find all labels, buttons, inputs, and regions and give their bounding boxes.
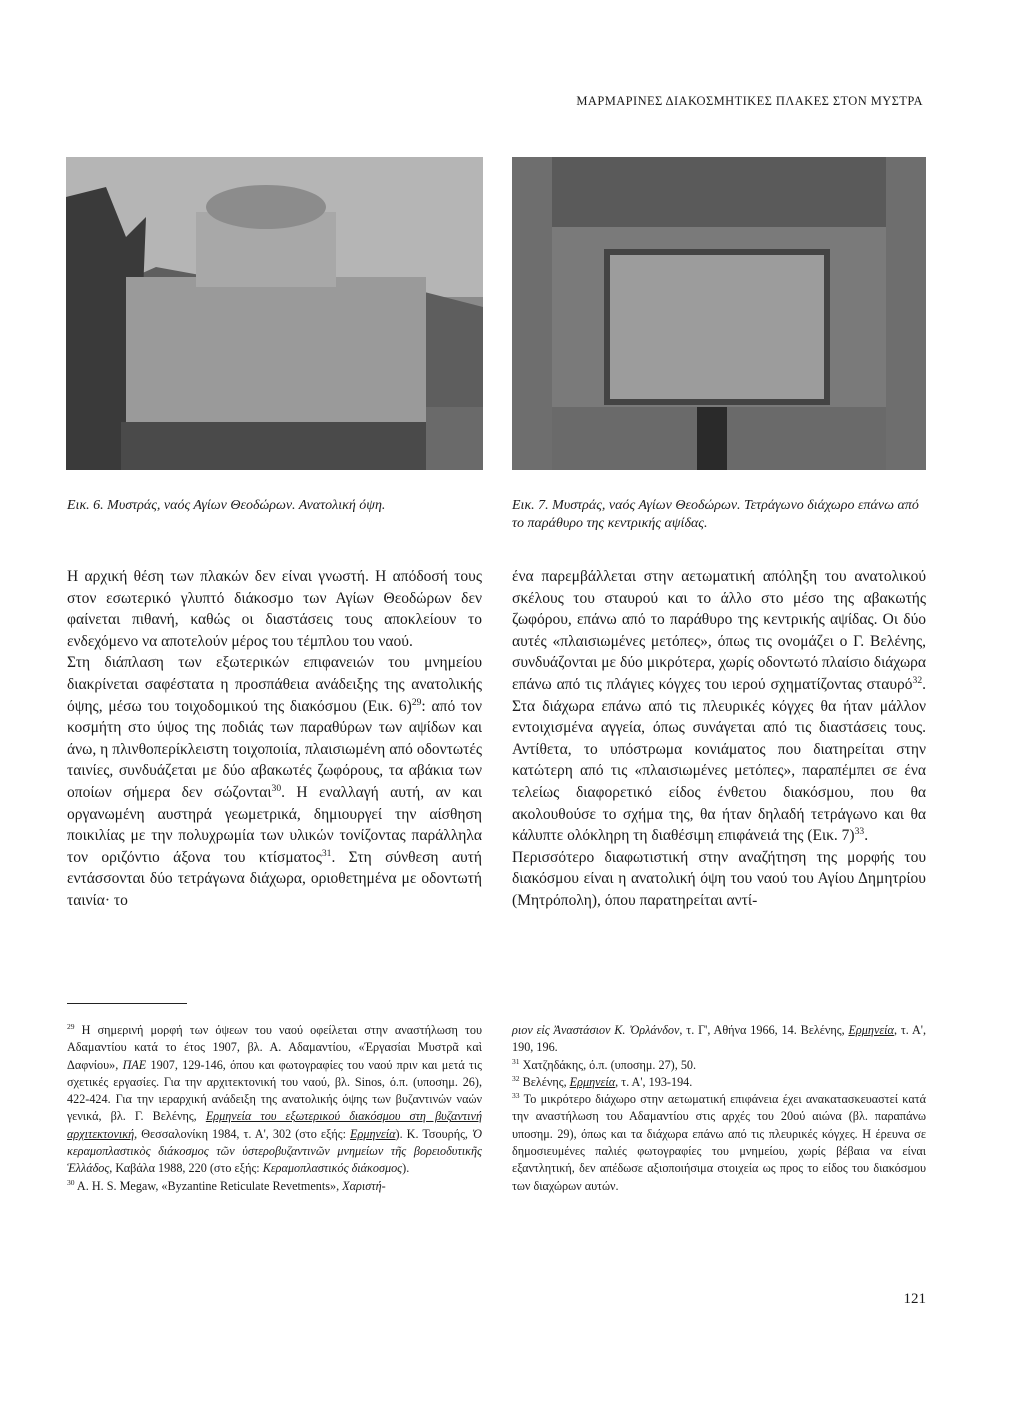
footnote-31	[512, 1057, 926, 1074]
page-number: 121	[903, 1291, 926, 1307]
text-run: Ὁ κεραμοπλαστικὸς διάκοσμος τῶν ὑστεροβυζαντινῶν μνημείων τῆς βορειοδυτικῆς Ἑλλάδος	[67, 1126, 482, 1176]
text-run: Κεραμοπλαστικός διάκοσμος	[262, 1161, 403, 1176]
footnote-ref: 29	[411, 696, 422, 708]
text-run: ένα παρεμβάλλεται στην αετωματική απόληξη του ανατολικού σκέλους του σταυρού και το άλλο στο μέσο της αβακωτής ζωφόρου, επάνω από το παράθυρο της κεντρικής αψίδας. Οι δύο αυτές «πλαισιωμένες μετόπες», όπως τις ονομάζει ο Γ. Βελένης, συνδυάζονται με δύο μικρότερα, χωρίς οδοντωτό πλαίσιο διάχωρα επάνω από τις πλάγιες κόγχες του ιερού σχηματίζοντας σταυρό	[512, 568, 926, 693]
footnote-number: 31	[512, 1056, 520, 1066]
text-run: Στη διάπλαση των εξωτερικών επιφανειών του μνημείου διακρίνεται σαφέστατα η προσπάθεια ανάδειξης της ανατολικής όψης, μέσω του τοιχοδομικού της διακόσμου (Εικ. 6)	[67, 654, 482, 715]
footnote-30	[67, 1178, 482, 1195]
text-run: Ερμηνεία	[848, 1023, 894, 1037]
text-run: A. H. S. Megaw, «Byzantine Reticulate Revetments»,	[74, 1178, 343, 1193]
footnote-32	[512, 1074, 926, 1091]
paragraph	[512, 566, 926, 847]
footnote-33	[512, 1091, 926, 1195]
footnote-separator	[67, 1003, 187, 1004]
text-run: Χαριστή-	[342, 1178, 386, 1193]
body-column-left	[67, 566, 482, 912]
text-run: .	[864, 827, 869, 845]
text-run: , Καβάλα 1988, 220 (στο εξής:	[109, 1161, 263, 1176]
figure-7-caption: Εικ. 7. Μυστράς, ναός Αγίων Θεοδώρων. Τετράγωνο διάχωρο επάνω από το παράθυρο της κεντρικής αψίδας.	[512, 498, 919, 531]
footnote-ref: 30	[271, 782, 282, 794]
footnote-ref: 31	[321, 847, 332, 859]
text-run: 1907, 129-146, όπου και φωτογραφίες του ναού πριν και μετά τις σχετικές εργασίες. Για την αρχιτεκτονική του ναού, βλ. Sinos, ό.π. (υποσημ. 26), 422-424. Για την ιεραρχική ανάδειξη της ανατολικής όψης των βυζαντινών ναών γενικά, βλ. Γ. Βελένης,	[67, 1057, 482, 1124]
footnote-number: 33	[512, 1091, 520, 1101]
footnotes-left	[67, 1022, 482, 1195]
figure-6-caption: Εικ. 6. Μυστράς, ναός Αγίων Θεοδώρων. Ανατολική όψη.	[67, 498, 386, 513]
footnote-ref: 32	[912, 674, 923, 686]
footnote-number: 29	[67, 1021, 75, 1031]
text-run: . Στη σύνθεση αυτή εντάσσονται δύο τετράγωνα διάχωρα, οριοθετημένα με οδοντωτή ταινία· το	[67, 848, 482, 909]
text-run: Χατζηδάκης, ό.π. (υποσημ. 27), 50.	[519, 1057, 697, 1072]
text-run: , τ. Α', 190, 196.	[512, 1023, 926, 1055]
text-run: Το μικρότερο διάχωρο στην αετωματική επιφάνεια έχει ανακατασκευαστεί κατά την αναστήλωση του Αδαμαντίου στις αρχές του 20ού αιώνα (βλ. παραπάνω υποσημ. 29), όπως και τα διάχωρα επάνω από τις πλευρικές κόγχες. Η έρευνα σε δημοσιευμένες παλιές φωτογραφίες του μνημείου, χωρίς βέβαια να είναι εξαντλητική, δεν απέδωσε αξιοποιήσιμα στοιχεία ως προς το είδος του διακόσμου των διαχώρων αυτών.	[512, 1092, 926, 1193]
text-run: . Η εναλλαγή αυτή, αν και οργανωμένη αυστηρά γεωμετρικά, δημιουργεί την αίσθηση ποικιλίας με την πολυχρωμία των υλικών τονίζοντας παράλληλα τον οριζόντιο άξονα του κτίσματος	[67, 783, 483, 866]
figure-6-church-photo	[66, 157, 483, 470]
footnote-29	[67, 1022, 482, 1178]
text-run: Ερμηνεία του εξωτερικού διακόσμου στη βυζαντινή αρχιτεκτονική	[67, 1109, 482, 1141]
footnote-number: 30	[67, 1177, 75, 1187]
text-run: . Στα διάχωρα επάνω από τις πλευρικές κόγχες θα ήταν μάλλον εντοιχισμένα αγγεία, όπως συνάγεται από τις διαστάσεις τους. Αντίθετα, το υπόστρωμα κονιάματος που διατηρείται στην κατώτερη από τις «πλαισιωμένες μετόπες», παραπέμπει σε ένα τελείως διαφορετικό είδος ένθετου διακόσμου, που θα ακολουθούσε το σχήμα της, θα ήταν δηλαδή τετράγωνο και θα κάλυπτε ολόκληρη τη διαθέσιμη επιφάνειά της (Εικ. 7)	[512, 675, 926, 845]
text-run: , τ. Α', 193-194.	[615, 1074, 693, 1089]
body-column-right	[512, 566, 926, 912]
text-run: Ερμηνεία	[350, 1126, 396, 1141]
paragraph: Περισσότερο διαφωτιστική στην αναζήτηση της μορφής του διακόσμου είναι η ανατολική όψη του ναού του Αγίου Δημητρίου (Μητρόπολη), όπου παρατηρείται αντί-	[512, 848, 926, 909]
footnotes-right	[512, 1022, 926, 1195]
footnote-number: 32	[512, 1073, 520, 1083]
paragraph	[67, 652, 482, 911]
text-run: Βελένης,	[519, 1074, 570, 1089]
text-run: ΠΑΕ	[122, 1057, 147, 1072]
text-run: : από τον κοσμήτη στο ύψος της ποδιάς των παραθύρων των αψίδων και άνω, η πλινθοπερίκλειστη τοιχοποιία, πλαισιωμένη από οδοντωτές ταινίες, συνδυάζεται με δύο αβακωτές ζωφόρους, τα αβάκια των οποίων σήμερα δεν σώζονται	[67, 697, 482, 801]
figure-7-wall-detail-photo	[512, 157, 926, 470]
text-run: Ερμηνεία	[569, 1074, 616, 1089]
footnote-ref: 33	[854, 825, 865, 837]
running-header: ΜΑΡΜΑΡΙΝΕΣ ΔΙΑΚΟΣΜΗΤΙΚΕΣ ΠΛΑΚΕΣ ΣΤΟΝ ΜΥΣΤΡΑ	[576, 94, 923, 108]
text-run: Η σημερινή μορφή των όψεων του ναού οφείλεται στην αναστήλωση του Αδαμαντίου κατά το έτος 1907, βλ. Α. Αδαμαντίου, «Έργασίαι Μυστρᾶ καὶ Δαφνίου»,	[67, 1023, 482, 1072]
text-run: , τ. Γ', Αθήνα 1966, 14. Βελένης,	[679, 1023, 849, 1037]
footnote-30-continued	[512, 1022, 926, 1057]
text-run: , Θεσσαλονίκη 1984, τ. Α', 302 (στο εξής:	[134, 1126, 351, 1141]
paragraph: Η αρχική θέση των πλακών δεν είναι γνωστή. Η απόδοσή τους στον εσωτερικό γλυπτό διάκοσμο των Αγίων Θεοδώρων δεν φαίνεται πιθανή, καθώς οι διαστάσεις τους αποκλείουν το ενδεχόμενο να αποτελούν μέρος του τέμπλου του ναού.	[67, 568, 482, 650]
text-run: ριον εἰς Ἀναστάσιον Κ. Ὀρλάνδον	[512, 1023, 680, 1037]
text-run: ). Κ. Τσουρής,	[395, 1126, 472, 1141]
text-run: ).	[402, 1161, 410, 1176]
